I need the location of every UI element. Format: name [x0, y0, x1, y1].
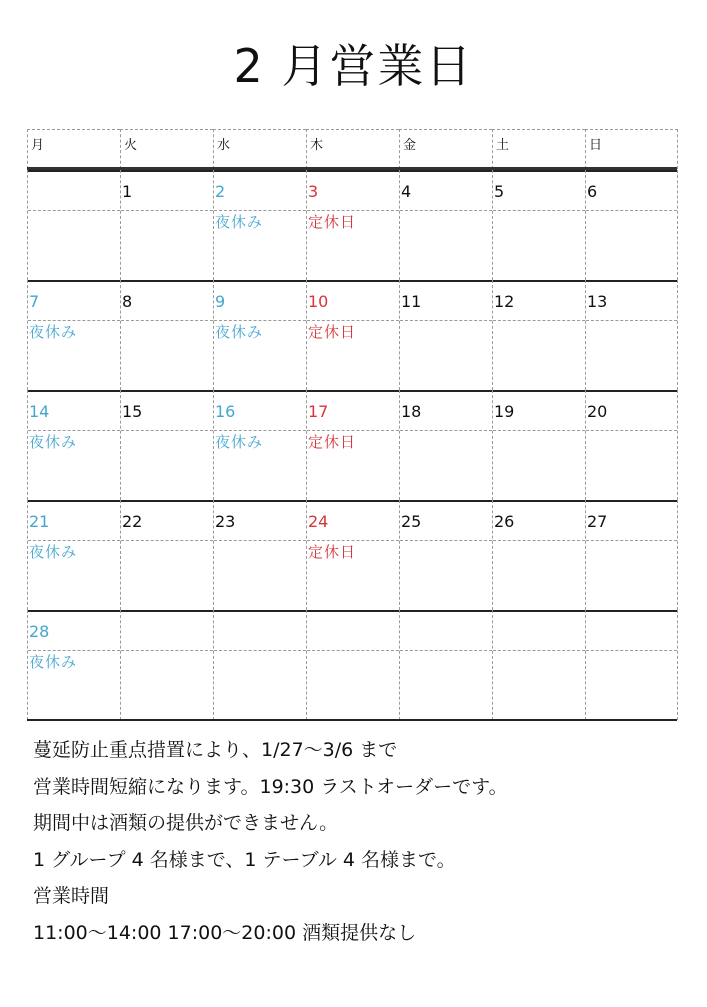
day-number: 28: [29, 622, 50, 641]
weekday-label: 金: [399, 129, 492, 169]
calendar-day-cell: [27, 280, 120, 390]
calendar-day-cell: [120, 610, 213, 720]
cell-divider: [493, 650, 585, 651]
cell-divider: [307, 320, 399, 321]
day-number: 25: [401, 512, 422, 531]
day-number: 26: [494, 512, 515, 531]
calendar-day-cell: [399, 500, 492, 610]
calendar-day-cell: [492, 170, 585, 280]
calendar-day-cell: [306, 170, 399, 280]
weekday-label: 日: [585, 129, 678, 169]
cell-divider: [400, 210, 492, 211]
day-number: 17: [308, 402, 329, 421]
calendar-week-row: [27, 610, 677, 720]
day-number: 16: [215, 402, 236, 421]
calendar-day-cell: [306, 390, 399, 500]
calendar-day-cell: [399, 390, 492, 500]
cell-divider: [493, 540, 585, 541]
weekday-label: 火: [120, 129, 213, 169]
day-number: 20: [587, 402, 608, 421]
calendar-day-cell: [585, 610, 678, 720]
cell-divider: [214, 210, 306, 211]
calendar-day-cell: [306, 610, 399, 720]
closed-day-label: 定休日: [308, 543, 357, 561]
notice-line: 1 グループ 4 名様まで、1 テーブル 4 名様まで。: [33, 848, 456, 871]
cell-divider: [28, 210, 120, 211]
cell-divider: [307, 210, 399, 211]
cell-divider: [307, 430, 399, 431]
calendar-day-cell: [492, 280, 585, 390]
day-number: 27: [587, 512, 608, 531]
calendar-day-cell: [585, 500, 678, 610]
cell-divider: [121, 430, 213, 431]
night-off-label: 夜休み: [215, 323, 264, 341]
cell-divider: [28, 650, 120, 651]
notice-line: 11:00〜14:00 17:00〜20:00 酒類提供なし: [33, 921, 417, 944]
cell-divider: [400, 540, 492, 541]
night-off-label: 夜休み: [29, 323, 78, 341]
day-number: 5: [494, 182, 505, 201]
calendar-day-cell: [306, 280, 399, 390]
notice-line: 営業時間: [33, 885, 110, 907]
day-number: 9: [215, 292, 226, 311]
cell-divider: [28, 430, 120, 431]
night-off-label: 夜休み: [29, 433, 78, 451]
cell-divider: [121, 210, 213, 211]
calendar-day-cell: [492, 390, 585, 500]
calendar-day-cell: [492, 610, 585, 720]
calendar-day-cell: [399, 280, 492, 390]
calendar-grid: [27, 129, 677, 721]
calendar-day-cell: [120, 280, 213, 390]
cell-divider: [586, 430, 677, 431]
calendar-day-cell: [120, 500, 213, 610]
day-number: 22: [122, 512, 143, 531]
cell-divider: [121, 540, 213, 541]
cell-divider: [400, 430, 492, 431]
night-off-label: 夜休み: [29, 653, 78, 671]
calendar-day-cell: [585, 280, 678, 390]
day-number: 21: [29, 512, 50, 531]
day-number: 24: [308, 512, 329, 531]
cell-divider: [214, 650, 306, 651]
night-off-label: 夜休み: [215, 433, 264, 451]
day-number: 1: [122, 182, 133, 201]
cell-divider: [214, 320, 306, 321]
calendar-day-cell: [399, 610, 492, 720]
calendar-day-cell: [27, 170, 120, 280]
calendar-day-cell: [27, 500, 120, 610]
cell-divider: [121, 320, 213, 321]
calendar-day-cell: [213, 280, 306, 390]
day-number: 3: [308, 182, 319, 201]
weekday-label: 水: [213, 129, 306, 169]
calendar-day-cell: [27, 390, 120, 500]
weekday-label: 土: [492, 129, 585, 169]
calendar-day-cell: [120, 170, 213, 280]
day-number: 18: [401, 402, 422, 421]
weekday-header-row: [27, 129, 677, 169]
cell-divider: [493, 210, 585, 211]
day-number: 8: [122, 292, 133, 311]
day-number: 15: [122, 402, 143, 421]
day-number: 14: [29, 402, 50, 421]
cell-divider: [307, 650, 399, 651]
cell-divider: [121, 650, 213, 651]
calendar-week-row: [27, 280, 677, 390]
closed-day-label: 定休日: [308, 213, 357, 231]
cell-divider: [28, 540, 120, 541]
weekday-label: 月: [27, 129, 120, 169]
day-number: 13: [587, 292, 608, 311]
notice-text-block: [33, 732, 693, 951]
night-off-label: 夜休み: [215, 213, 264, 231]
cell-divider: [214, 430, 306, 431]
calendar-day-cell: [585, 170, 678, 280]
calendar-day-cell: [213, 170, 306, 280]
calendar-day-cell: [492, 500, 585, 610]
day-number: 2: [215, 182, 226, 201]
closed-day-label: 定休日: [308, 433, 357, 451]
calendar-week-row: [27, 170, 677, 280]
cell-divider: [493, 430, 585, 431]
cell-divider: [586, 650, 677, 651]
calendar-bottom-border: [27, 719, 677, 721]
day-number: 23: [215, 512, 236, 531]
calendar-day-cell: [213, 500, 306, 610]
notice-line: 期間中は酒類の提供ができません。: [33, 812, 339, 834]
calendar-day-cell: [120, 390, 213, 500]
cell-divider: [400, 320, 492, 321]
day-number: 7: [29, 292, 40, 311]
calendar-day-cell: [213, 390, 306, 500]
calendar-day-cell: [585, 390, 678, 500]
cell-divider: [586, 540, 677, 541]
calendar-day-cell: [27, 610, 120, 720]
calendar-week-row: [27, 390, 677, 500]
cell-divider: [586, 320, 677, 321]
weekday-label: 木: [306, 129, 399, 169]
notice-line: 営業時間短縮になります。19:30 ラストオーダーです。: [33, 775, 508, 798]
cell-divider: [307, 540, 399, 541]
cell-divider: [586, 210, 677, 211]
calendar-week-row: [27, 500, 677, 610]
closed-day-label: 定休日: [308, 323, 357, 341]
calendar-day-cell: [306, 500, 399, 610]
cell-divider: [400, 650, 492, 651]
calendar-day-cell: [213, 610, 306, 720]
day-number: 19: [494, 402, 515, 421]
notice-line: 蔓延防止重点措置により、1/27〜3/6 まで: [33, 739, 398, 761]
cell-divider: [214, 540, 306, 541]
cell-divider: [28, 320, 120, 321]
page-title: 2 月営業日: [233, 39, 474, 93]
day-number: 10: [308, 292, 329, 311]
night-off-label: 夜休み: [29, 543, 78, 561]
day-number: 4: [401, 182, 412, 201]
day-number: 12: [494, 292, 515, 311]
day-number: 11: [401, 292, 422, 311]
day-number: 6: [587, 182, 598, 201]
calendar-day-cell: [399, 170, 492, 280]
cell-divider: [493, 320, 585, 321]
